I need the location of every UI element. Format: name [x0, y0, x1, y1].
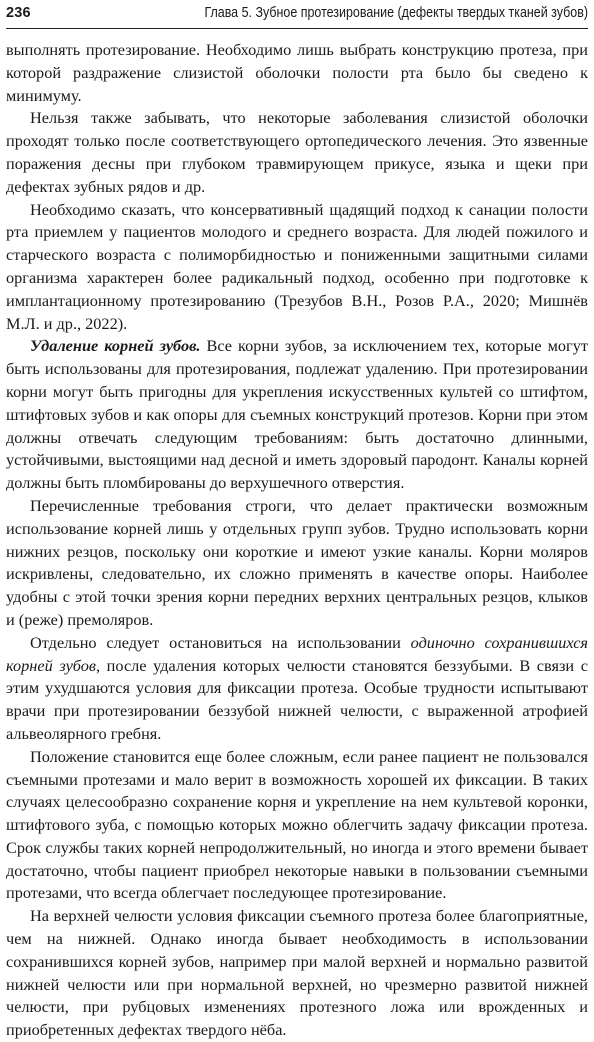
paragraph — [6, 39, 588, 107]
running-head — [6, 5, 588, 29]
paragraph-text: Перечисленные требования строги, что делает практически возможным использование корней лишь у отдельных групп зубов. Трудно использовать корни нижних резцов, поскольку они короткие и имеют узкие каналы. Корни моляров искривлены, следовательно, их сложно применять в качестве опоры. Наиболее удобны с этой точки зрения корни передних верхних центральных резцов, клыков и (реже) премоляров. — [6, 495, 588, 629]
run-in-heading: Удаление корней зубов. — [30, 336, 201, 356]
paragraph-text: Все корни зубов, за исключением тех, которые могут быть использованы для протезирования, подлежат удалению. При протезировании корни могут быть пригодны для укрепления искусственных культей со штифтом, штифтовых зубов и как опоры для съемных конструкций протезов. Корни при этом должны отвечать следующим требованиям: быть достаточно длинными, устойчивыми, выстоящими над десной и иметь здоровый пародонт. Каналы корней должны быть пломбированы до верхушечного отверстия. — [6, 336, 588, 493]
body-text — [6, 39, 588, 1042]
paragraph-text: , после удаления которых челюсти становятся беззубыми. В связи с этим ухудшаются условия для фиксации протеза. Особые трудности испытывают врачи при протезировании беззубой нижней челюсти, с выраженной атрофией альвеолярного гребня. — [6, 655, 588, 743]
paragraph-text: На верхней челюсти условия фиксации съемного протеза более благоприятные, чем на нижней. Однако иногда бывает необходимость в использовании сохранившихся корней зубов, например при малой верхней и нормально развитой нижней челюсти или при нормальной верхней, но чрезмерно развитой нижней челюсти, при рубцовых изменениях протезного ложа или врожденных и приобретенных дефектах твердого нёба. — [6, 906, 588, 1040]
paragraph-text: выполнять протезирование. Необходимо лишь выбрать конструкцию протеза, при которой раздражение слизистой оболочки полости рта было бы сведено к минимуму. — [6, 40, 588, 105]
paragraph — [6, 335, 588, 495]
book-page — [6, 5, 588, 1040]
paragraph-text: Нельзя также забывать, что некоторые заболевания слизистой оболочки проходят только после соответствующего ортопедического лечения. Это язвенные поражения десны при глубоком травмирующем прикусе, языка и щеки при дефектах зубных рядов и др. — [6, 108, 588, 196]
paragraph — [6, 199, 588, 336]
paragraph — [6, 746, 588, 906]
chapter-title: Глава 5. Зубное протезирование (дефекты твердых тканей зубов) — [204, 5, 588, 21]
page-number: 236 — [6, 5, 31, 21]
paragraph — [6, 495, 588, 632]
paragraph — [6, 632, 588, 746]
emphasized-term: одиночно сохранившихся корней зубов — [6, 632, 588, 675]
paragraph-text: Необходимо сказать, что консервативный щадящий подход к санации полости рта приемлем у пациентов молодого и среднего возраста. Для людей пожилого и старческого возраста с полиморбидностью и пониженными защитными силами организма характерен более радикальный подход, особенно при подготовке к имплантационному протезированию (Трезубов В.Н., Розов Р.А., 2020; Мишнёв М.Л. и др., 2022). — [6, 199, 588, 333]
paragraph — [6, 107, 588, 198]
paragraph-text: Отдельно следует остановиться на использовании — [30, 632, 411, 652]
paragraph — [6, 905, 588, 1042]
paragraph-text: Положение становится еще более сложным, если ранее пациент не пользовался съемными протезами и мало верит в возможность хорошей их фиксации. В таких случаях целесообразно сохранение корня и укрепление на нем культевой коронки, штифтового зуба, с помощью которых можно облегчить задачу фиксации протеза. Срок службы таких корней непродолжительный, но иногда и этого времени бывает достаточно, чтобы пациент приобрел некоторые навыки в пользовании съемными протезами, что всегда облегчает последующее протезирование. — [6, 746, 588, 903]
